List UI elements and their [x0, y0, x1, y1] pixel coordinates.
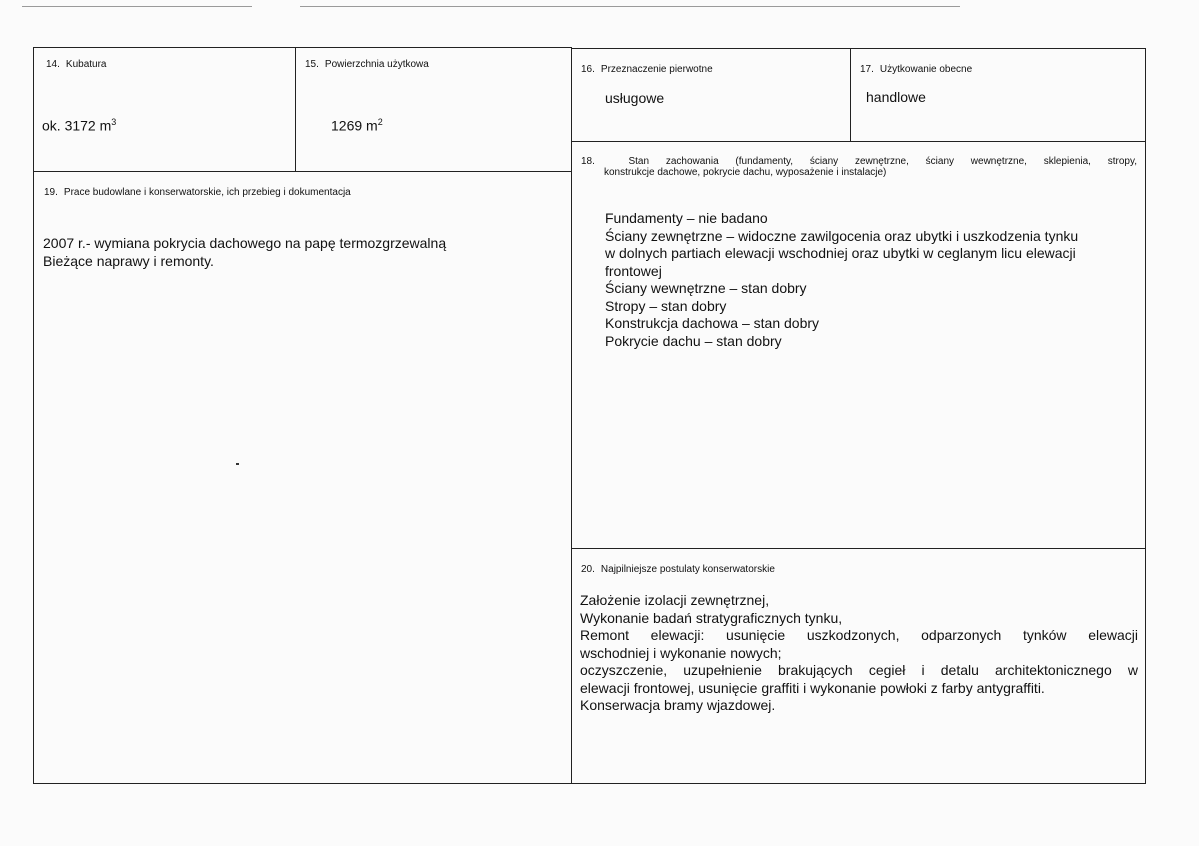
unit-exponent: 2 — [377, 117, 383, 127]
field-number: 19. — [44, 187, 58, 198]
frame-line — [33, 783, 572, 784]
field-18-content — [605, 210, 1140, 350]
postulate-line: Konserwacja bramy wjazdowej. — [580, 697, 776, 713]
condition-line: Ściany zewnętrzne – widoczne zawilgocenia oraz ubytki i uszkodzenia tynku — [605, 227, 1079, 244]
volume-value: ok. 3172 m — [42, 117, 112, 134]
field-17-value: handlowe — [866, 89, 926, 105]
field-number: 17. — [860, 64, 874, 75]
field-number: 15. — [305, 59, 319, 70]
frame-line — [33, 47, 34, 784]
frame-line — [33, 47, 572, 48]
postulate-line: wschodniej i wykonanie nowych; — [580, 644, 782, 661]
field-number: 16. — [581, 64, 595, 75]
frame-line — [571, 548, 1146, 549]
area-value: 1269 m — [331, 117, 378, 134]
field-label-text: Kubatura — [65, 59, 107, 70]
frame-line — [571, 48, 1146, 49]
postulate-line: Założenie izolacji zewnętrznej, — [580, 592, 770, 608]
unit-exponent: 3 — [111, 117, 117, 127]
postulate-line: oczyszczenie, uzupełnienie brakujących cegieł i detalu architektonicznego w — [580, 662, 1138, 678]
frame-line — [33, 171, 572, 172]
postulate-line: elewacji frontowej, usunięcie graffiti i wykonanie powłoki z farby antygraffiti. — [580, 679, 1045, 696]
field-16-value: usługowe — [605, 90, 665, 106]
field-label-text: Stan zachowania (fundamenty, ściany zewnętrzne, ściany wewnętrzne, sklepienia, stropy, — [628, 156, 1138, 167]
field-number: 20. — [581, 564, 595, 575]
postulate-line: Wykonanie badań stratygraficznych tynku, — [580, 609, 843, 626]
field-14-value — [42, 117, 116, 134]
work-line: Bieżące naprawy i remonty. — [43, 252, 214, 269]
condition-line: w dolnych partiach elewacji wschodniej oraz ubytki w ceglanym licu elewacji — [605, 245, 1076, 261]
field-14-label — [46, 59, 107, 70]
frame-line — [571, 47, 572, 784]
field-label-text: Najpilniejsze postulaty konserwatorskie — [600, 564, 775, 575]
field-18-label-line-1 — [581, 156, 1137, 167]
frame-line — [1145, 48, 1146, 784]
field-19-content — [43, 235, 563, 270]
condition-line: Konstrukcja dachowa – stan dobry — [605, 315, 820, 331]
field-18-label-line-2: konstrukcje dachowe, pokrycie dachu, wyposażenie i instalacje) — [604, 167, 887, 178]
field-20-label — [581, 564, 775, 575]
field-15-label — [305, 59, 429, 70]
frame-line — [850, 48, 851, 142]
work-line: 2007 r.- wymiana pokrycia dachowego na papę termozgrzewalną — [43, 235, 447, 251]
field-label-text: Przeznaczenie pierwotne — [600, 64, 713, 75]
field-16-label — [581, 64, 713, 75]
top-edge-line — [22, 6, 252, 7]
condition-line: Pokrycie dachu – stan dobry — [605, 332, 782, 349]
condition-line: Fundamenty – nie badano — [605, 210, 768, 226]
scan-speck — [236, 463, 239, 465]
field-18-label — [581, 156, 1137, 178]
top-edge-line — [300, 6, 960, 7]
frame-line — [571, 141, 1146, 142]
field-label-text: Użytkowanie obecne — [879, 64, 973, 75]
field-label-text: Powierzchnia użytkowa — [324, 59, 429, 70]
field-20-content — [580, 592, 1138, 715]
condition-line: Ściany wewnętrzne – stan dobry — [605, 280, 807, 296]
frame-line — [295, 47, 296, 172]
field-label-text: Prace budowlane i konserwatorskie, ich przebieg i dokumentacja — [63, 187, 351, 198]
condition-line: Stropy – stan dobry — [605, 297, 727, 314]
field-17-label — [860, 64, 972, 75]
field-number: 18. — [581, 156, 595, 167]
condition-line: frontowej — [605, 262, 662, 279]
field-19-label — [44, 187, 351, 198]
postulate-line: Remont elewacji: usunięcie uszkodzonych, odparzonych tynków elewacji — [580, 627, 1138, 643]
field-number: 14. — [46, 59, 60, 70]
field-15-value — [331, 117, 383, 134]
frame-line — [571, 783, 1146, 784]
